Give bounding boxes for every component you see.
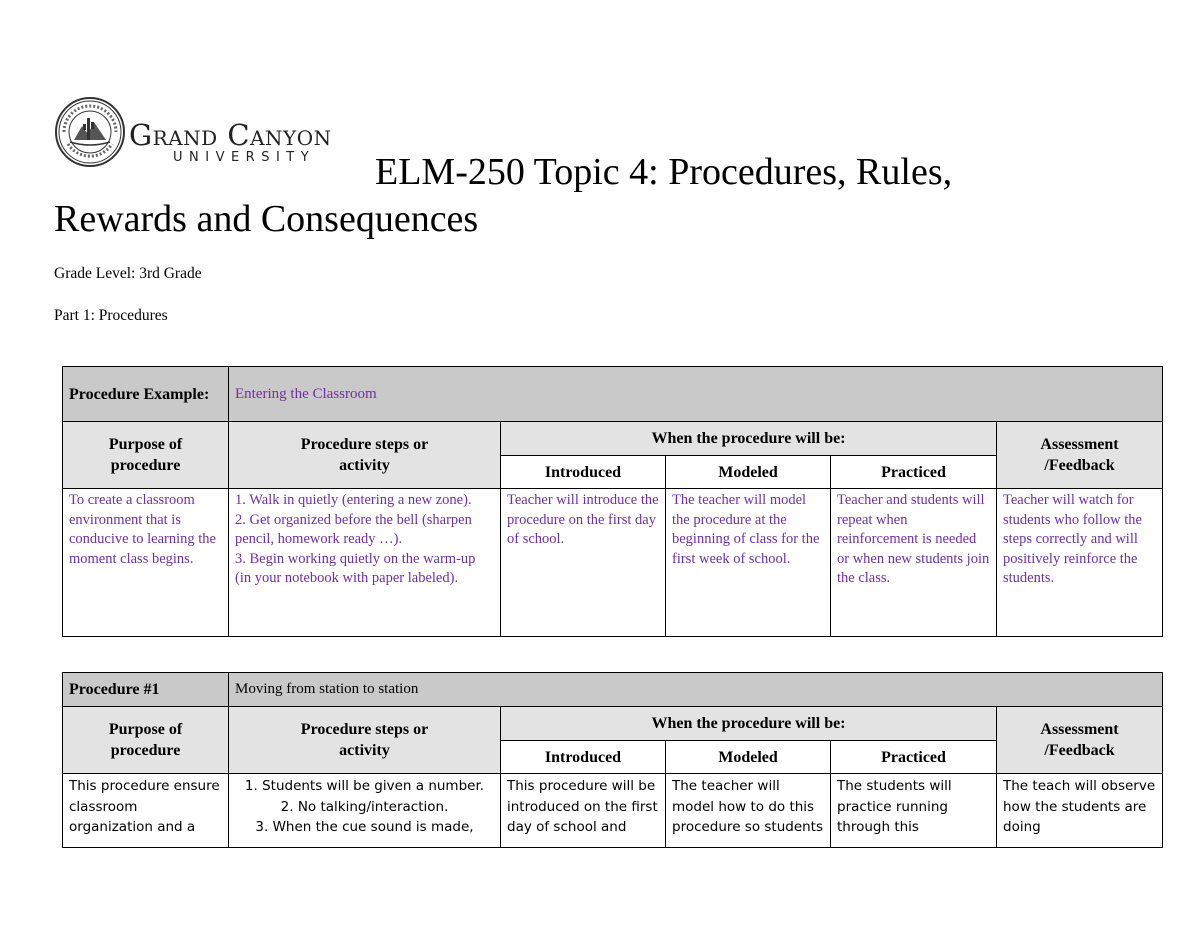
- procedure-1-introduced: This procedure will be introduced on the first day of school and: [501, 774, 666, 848]
- modeled-header: Modeled: [666, 741, 831, 774]
- example-purpose: To create a classroom environment that is conducive to learning the moment class begins.: [63, 489, 229, 637]
- steps-header: [229, 707, 501, 774]
- grade-level: Grade Level: 3rd Grade: [54, 265, 202, 282]
- procedure-1-label: Procedure #1: [63, 673, 229, 707]
- purpose-header: [63, 707, 229, 774]
- example-step-3: 3. Begin working quietly on the warm-up (in your notebook with paper labeled).: [235, 550, 476, 586]
- practiced-header: Practiced: [831, 741, 997, 774]
- example-steps: [229, 489, 501, 637]
- practiced-header: Practiced: [831, 456, 997, 489]
- steps-header-text: Procedure steps or activity: [300, 721, 429, 759]
- procedure-1-name: Moving from station to station: [229, 673, 1163, 707]
- logo-name: Grand Canyon: [129, 118, 332, 152]
- steps-header-text: Procedure steps or activity: [300, 436, 429, 474]
- procedure-1-steps: [229, 774, 501, 848]
- purpose-header-text: Purpose of procedure: [108, 721, 183, 759]
- example-introduced: Teacher will introduce the procedure on the first day of school.: [501, 489, 666, 637]
- assessment-header: [997, 707, 1163, 774]
- steps-header: [229, 422, 501, 489]
- document-title-line-2: Rewards and Consequences: [54, 198, 479, 240]
- assessment-header-text: Assessment /Feedback: [1040, 721, 1119, 759]
- example-modeled: The teacher will model the procedure at the beginning of class for the first week of school.: [666, 489, 831, 637]
- document-title-line-1: ELM-250 Topic 4: Procedures, Rules,: [375, 151, 953, 193]
- part-heading: Part 1: Procedures: [54, 307, 168, 324]
- purpose-header-text: Purpose of procedure: [108, 436, 183, 474]
- procedure-example-label: Procedure Example:: [63, 367, 229, 422]
- introduced-header: Introduced: [501, 456, 666, 489]
- procedure-1-step-1: 1. Students will be given a number.: [244, 778, 485, 794]
- assessment-header-text: Assessment /Feedback: [1040, 436, 1119, 474]
- example-step-1: 1. Walk in quietly (entering a new zone).: [235, 492, 472, 508]
- procedure-1-purpose: This procedure ensure classroom organization and a: [63, 774, 229, 848]
- procedure-1-table: [62, 672, 1163, 848]
- introduced-header: Introduced: [501, 741, 666, 774]
- example-step-2: 2. Get organized before the bell (sharpen pencil, homework ready …).: [235, 511, 472, 547]
- logo-subtitle: UNIVERSITY: [173, 150, 316, 165]
- university-seal-icon: [54, 96, 126, 168]
- modeled-header: Modeled: [666, 456, 831, 489]
- university-logo: [54, 96, 384, 168]
- procedure-example-name: Entering the Classroom: [229, 367, 1163, 422]
- when-header: When the procedure will be:: [501, 707, 997, 741]
- procedure-1-assessment: The teach will observe how the students are doing: [997, 774, 1163, 848]
- purpose-header: [63, 422, 229, 489]
- procedure-1-step-3: 3. When the cue sound is made,: [255, 819, 474, 835]
- assessment-header: [997, 422, 1163, 489]
- procedure-1-step-2: 2. No talking/interaction.: [280, 798, 449, 815]
- procedure-example-table: [62, 366, 1163, 637]
- when-header: When the procedure will be:: [501, 422, 997, 456]
- procedure-1-practiced: The students will practice running through this: [831, 774, 997, 848]
- example-assessment: Teacher will watch for students who follow the steps correctly and will positively reinforce the students.: [997, 489, 1163, 637]
- example-practiced: Teacher and students will repeat when reinforcement is needed or when new students join the class.: [831, 489, 997, 637]
- procedure-1-modeled: The teacher will model how to do this procedure so students: [666, 774, 831, 848]
